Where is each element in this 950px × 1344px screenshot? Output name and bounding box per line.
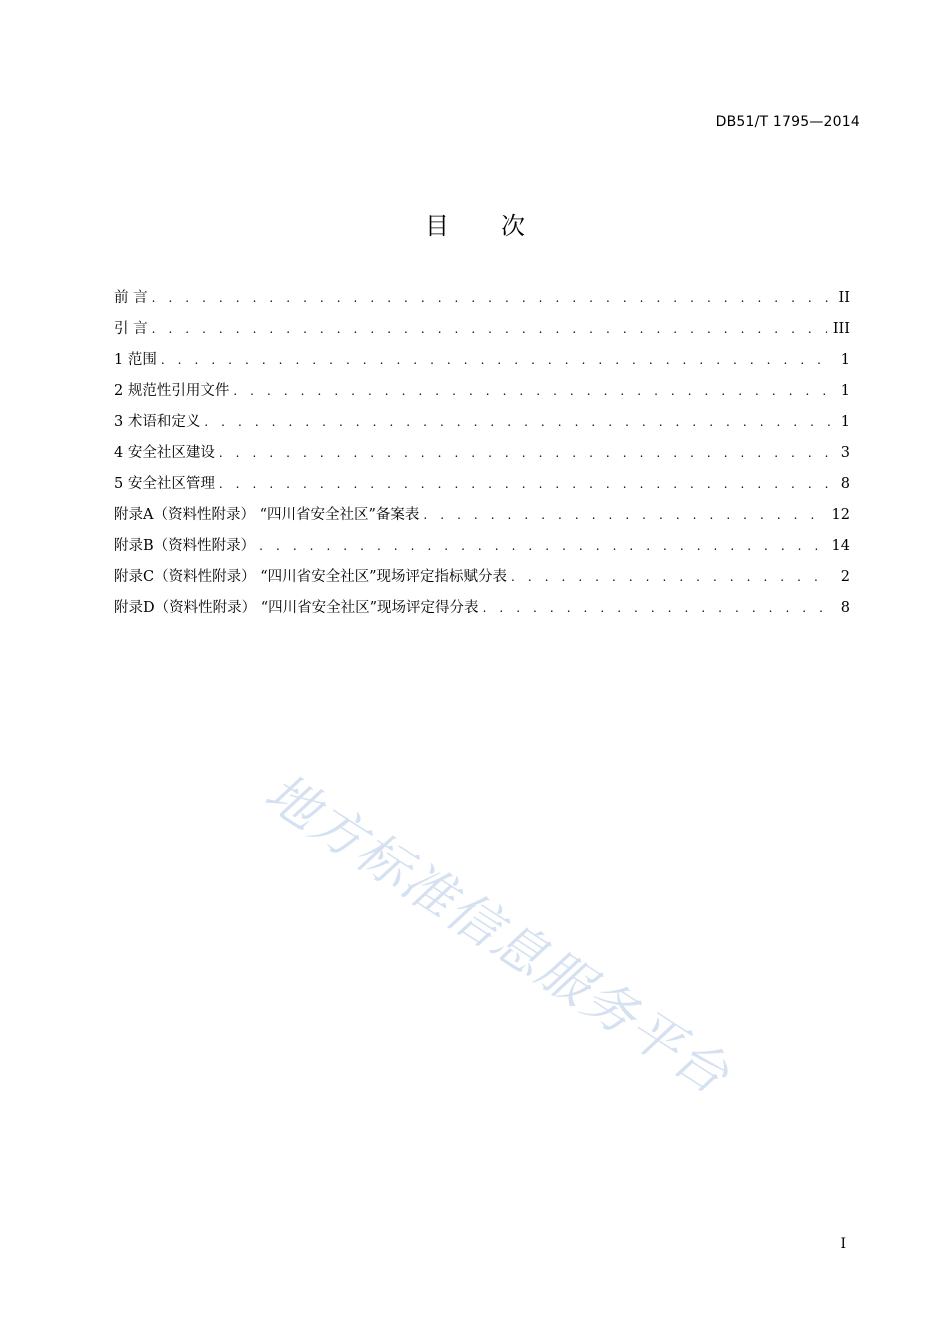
toc-entry-label: 4 安全社区建设 (114, 445, 215, 461)
toc-entry-terms-definitions[interactable] (114, 410, 850, 441)
toc-entry-page: II (838, 290, 850, 306)
toc-entry-foreword[interactable] (114, 286, 850, 317)
toc-entry-appendix-c[interactable] (114, 565, 850, 596)
toc-entry-page: 8 (840, 600, 850, 616)
toc-entry-label: 附录B（资料性附录） (114, 538, 256, 554)
page-number: I (840, 1236, 846, 1252)
toc-entry-label: 3 术语和定义 (114, 414, 201, 430)
toc-entry-page: 1 (840, 352, 850, 368)
toc-entry-label: 5 安全社区管理 (114, 476, 215, 492)
toc-entry-page: 1 (840, 414, 850, 430)
toc-list (114, 286, 850, 627)
toc-entry-label: 附录D（资料性附录） “四川省安全社区”现场评定得分表 (114, 600, 479, 616)
toc-entry-page: III (832, 321, 850, 337)
toc-entry-label: 2 规范性引用文件 (114, 383, 230, 399)
toc-dot-leader (511, 570, 830, 584)
toc-entry-label: 附录A（资料性附录） “四川省安全社区”备案表 (114, 507, 420, 523)
toc-dot-leader (204, 415, 830, 429)
toc-dot-leader (483, 601, 830, 615)
toc-entry-normative-references[interactable] (114, 379, 850, 410)
toc-entry-page: 8 (840, 476, 850, 492)
toc-entry-label: 前 言 (114, 290, 148, 306)
toc-title-part-1: 目 (425, 212, 449, 240)
toc-entry-appendix-d[interactable] (114, 596, 850, 627)
toc-entry-appendix-b[interactable] (114, 534, 850, 565)
toc-entry-community-construction[interactable] (114, 441, 850, 472)
toc-dot-leader (259, 539, 825, 553)
toc-entry-introduction[interactable] (114, 317, 850, 348)
toc-dot-leader (233, 384, 830, 398)
toc-title-part-2: 次 (501, 212, 525, 240)
toc-entry-label: 1 范围 (114, 352, 157, 368)
toc-dot-leader (219, 446, 830, 460)
toc-dot-leader (423, 508, 825, 522)
toc-entry-page: 1 (840, 383, 850, 399)
toc-entry-label: 附录C（资料性附录） “四川省安全社区”现场评定指标赋分表 (114, 569, 508, 585)
toc-entry-page: 3 (840, 445, 850, 461)
toc-dot-leader (152, 322, 827, 336)
toc-entry-scope[interactable] (114, 348, 850, 379)
document-code: DB51/T 1795—2014 (715, 114, 860, 130)
toc-entry-community-management[interactable] (114, 472, 850, 503)
toc-title (0, 206, 950, 241)
toc-entry-page: 12 (831, 507, 850, 523)
toc-entry-label: 引 言 (114, 321, 148, 337)
toc-entry-page: 2 (840, 569, 850, 585)
watermark: 地方标准信息服务平台 (254, 762, 740, 1107)
toc-dot-leader (161, 353, 830, 367)
toc-dot-leader (152, 291, 830, 305)
toc-entry-page: 14 (831, 538, 850, 554)
toc-entry-appendix-a[interactable] (114, 503, 850, 534)
toc-dot-leader (219, 477, 830, 491)
